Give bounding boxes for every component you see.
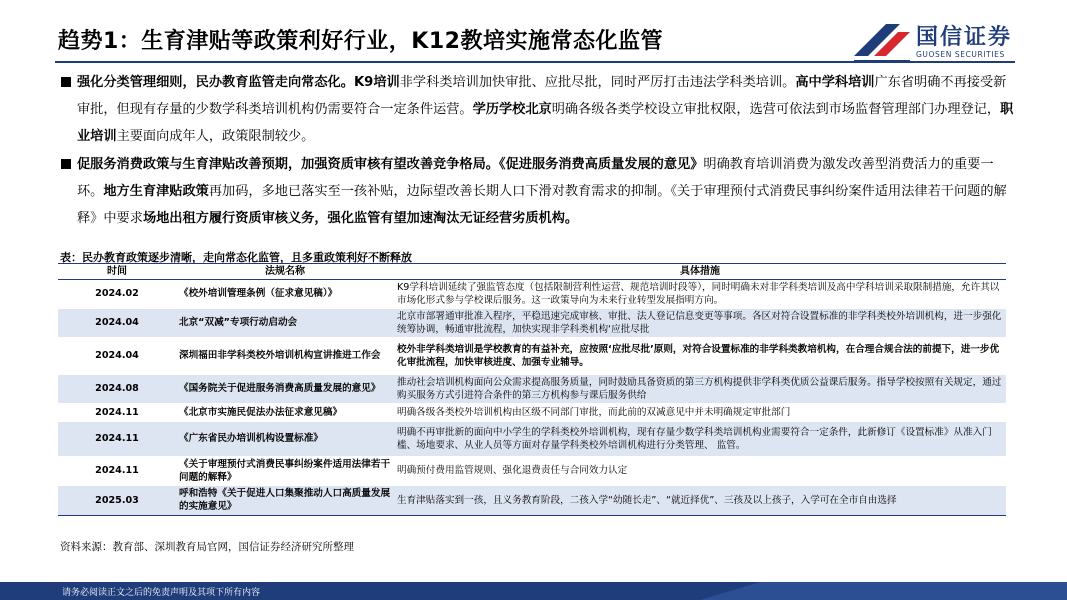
law-cell: 《北京市实施民促法办法征求意见稿》 [176, 403, 394, 421]
table-body [58, 279, 1006, 515]
table-row [58, 374, 1006, 403]
table-caption: 表：民办教育政策逐步清晰，走向常态化监管，且多重政策利好不断释放 [60, 251, 412, 264]
time-cell: 2024.02 [58, 279, 176, 308]
point-text: 非学科类培训加快审批、应批尽批，同时严厉打击违法学科类培训。 [399, 75, 796, 90]
point-text: 学历学校北京 [472, 102, 552, 117]
key-points [60, 69, 1015, 233]
point-text: 强化分类管理细则，民办教育监管走向常态化。 [77, 75, 354, 90]
time-cell: 2024.04 [58, 308, 176, 337]
bullet-square-icon [61, 77, 71, 87]
disclaimer-text: 请务必阅读正文之后的免责声明及其项下所有内容 [62, 588, 261, 598]
point-text: 促服务消费政策与生育津贴改善预期，加强资质审核有望改善竞争格局。 [77, 157, 499, 172]
point-text: 高中学科培训 [795, 75, 875, 90]
law-cell: 《校外培训管理条例（征求意见稿）》 [176, 279, 394, 308]
measure-cell: 明确各级各类校外培训机构由区级不同部门审批，而此前的双减意见中并未明确规定审批部门 [394, 403, 1006, 421]
measure-cell: K9学科培训延续了强监管态度（包括限制营利性运营、规范培训时段等），同时明确未对非学科类培训及高中学科培训采取限制措施，允许其以市场化形式参与学校课后服务。这一政策导向为未来行业转型发展指明方向。 [394, 279, 1006, 308]
logo-english-name: GUOSEN SECURITIES [916, 50, 1005, 59]
table-row [58, 421, 1006, 456]
point-text: 明确教育培训消费为激发改善型消费活力的重要一环。 [77, 157, 994, 199]
bullet-square-icon [61, 159, 71, 169]
measure-cell: 明确预付费用监管规则、强化退费责任与合同效力认定 [394, 456, 1006, 485]
measure-cell: 明确不再审批新的面向中小学生的学科类校外培训机构，现有存量少数学科类培训机构业需要符合一定条件，此新修订《设置标准》从准入门槛、场地要求、从业人员等方面对存量学科类校外培训机构进行分类管理、 监管。 [394, 421, 1006, 456]
law-cell: 呼和浩特《关于促进人口集聚推动人口高质量发展的实施意见》 [176, 485, 394, 515]
time-cell: 2024.11 [58, 403, 176, 421]
table-row [58, 456, 1006, 485]
time-cell: 2024.04 [58, 337, 176, 374]
time-cell: 2024.11 [58, 456, 176, 485]
table-row [58, 279, 1006, 308]
law-cell: 《国务院关于促进服务消费高质量发展的意见》 [176, 374, 394, 403]
header-measure: 具体措施 [394, 265, 1006, 279]
table-row [58, 337, 1006, 374]
header-law: 法规名称 [176, 265, 394, 279]
guosen-logo-icon [852, 18, 912, 64]
table-row [58, 308, 1006, 337]
measure-cell: 北京市部署通审批准入程序，平稳迅速完成审核、审批、法人登记信息变更等事项。各区对符合设置标准的非学科类校外培训机构，进一步强化统筹协调，畅通审批流程，加快实现非学科类机构‘应批尽批 [394, 308, 1006, 337]
point-text: K9培训 [353, 75, 400, 90]
measure-cell: 生育津贴落实到一孩，且义务教育阶段，二孩入学“幼随长走”、“就近择优”、三孩及以上孩子，入学可在全市自由选择 [394, 485, 1006, 515]
caption-divider [58, 263, 1006, 264]
logo-chinese-name: 国信证券 [916, 25, 1013, 50]
law-cell: 《广东省民办培训机构设置标准》 [176, 421, 394, 456]
point-text: 《促进服务消费高质量发展的意见》 [499, 157, 704, 172]
time-cell: 2025.03 [58, 485, 176, 515]
guosen-logo [852, 18, 1032, 64]
law-cell: 深圳福田非学科类校外培训机构宣讲推进工作会 [176, 337, 394, 374]
point-text: 场地出租方履行资质审核义务，强化监管有望加速淘汰无证经营劣质机构。 [142, 211, 579, 226]
header-time: 时间 [58, 265, 176, 279]
point-text: 主要面向成年人，政策限制较少。 [116, 129, 315, 144]
point-text: 明确各级各类学校设立审批权限，选营可依法到市场监督管理部门办理登记， [551, 102, 1001, 117]
source-note: 资料来源：教育部、深圳教育局官网，国信证券经济研究所整理 [60, 541, 354, 553]
page-title: 趋势1：生育津贴等政策利好行业，K12教培实施常态化监管 [58, 29, 663, 54]
policy-table [58, 265, 1006, 516]
footer-bar [0, 582, 1067, 600]
key-point [60, 151, 1015, 232]
point-text: 职业培训 [77, 102, 1014, 144]
point-text: 地方生育津贴政策 [103, 184, 209, 199]
measure-cell: 校外非学科类培训是学校教育的有益补充，应按照‘应批尽批’原则，对符合设置标准的非学科类教培机构，在合理合规合法的前提下，进一步优化审批流程，加快审核进度、加强专业辅导。 [394, 337, 1006, 374]
measure-cell: 推动社会培训机构面向公众需求提高服务质量，同时鼓励具备资质的第三方机构提供非学科类优质公益课后服务。指导学校按照有关规定，通过购买服务方式引进符合条件的第三方机构参与课后服务供给 [394, 374, 1006, 403]
time-cell: 2024.11 [58, 421, 176, 456]
law-cell: 北京“双减”专项行动启动会 [176, 308, 394, 337]
point-text: 广东省明确不再接受新审批，但现有存量的少数学科类培训机构仍需要符合一定条件运营。 [77, 75, 1007, 117]
table-row [58, 403, 1006, 421]
table-header-row [58, 265, 1006, 279]
time-cell: 2024.08 [58, 374, 176, 403]
table-row [58, 485, 1006, 515]
law-cell: 《关于审理预付式消费民事纠纷案件适用法律若干问题的解释》 [176, 456, 394, 485]
key-point [60, 69, 1015, 150]
point-text: 再加码，多地已落实至一孩补贴，边际望改善长期人口下滑对教育需求的抑制。《关于审理预付式消费民事纠纷案件适用法律若干问题的解释》中要求 [77, 184, 1007, 226]
